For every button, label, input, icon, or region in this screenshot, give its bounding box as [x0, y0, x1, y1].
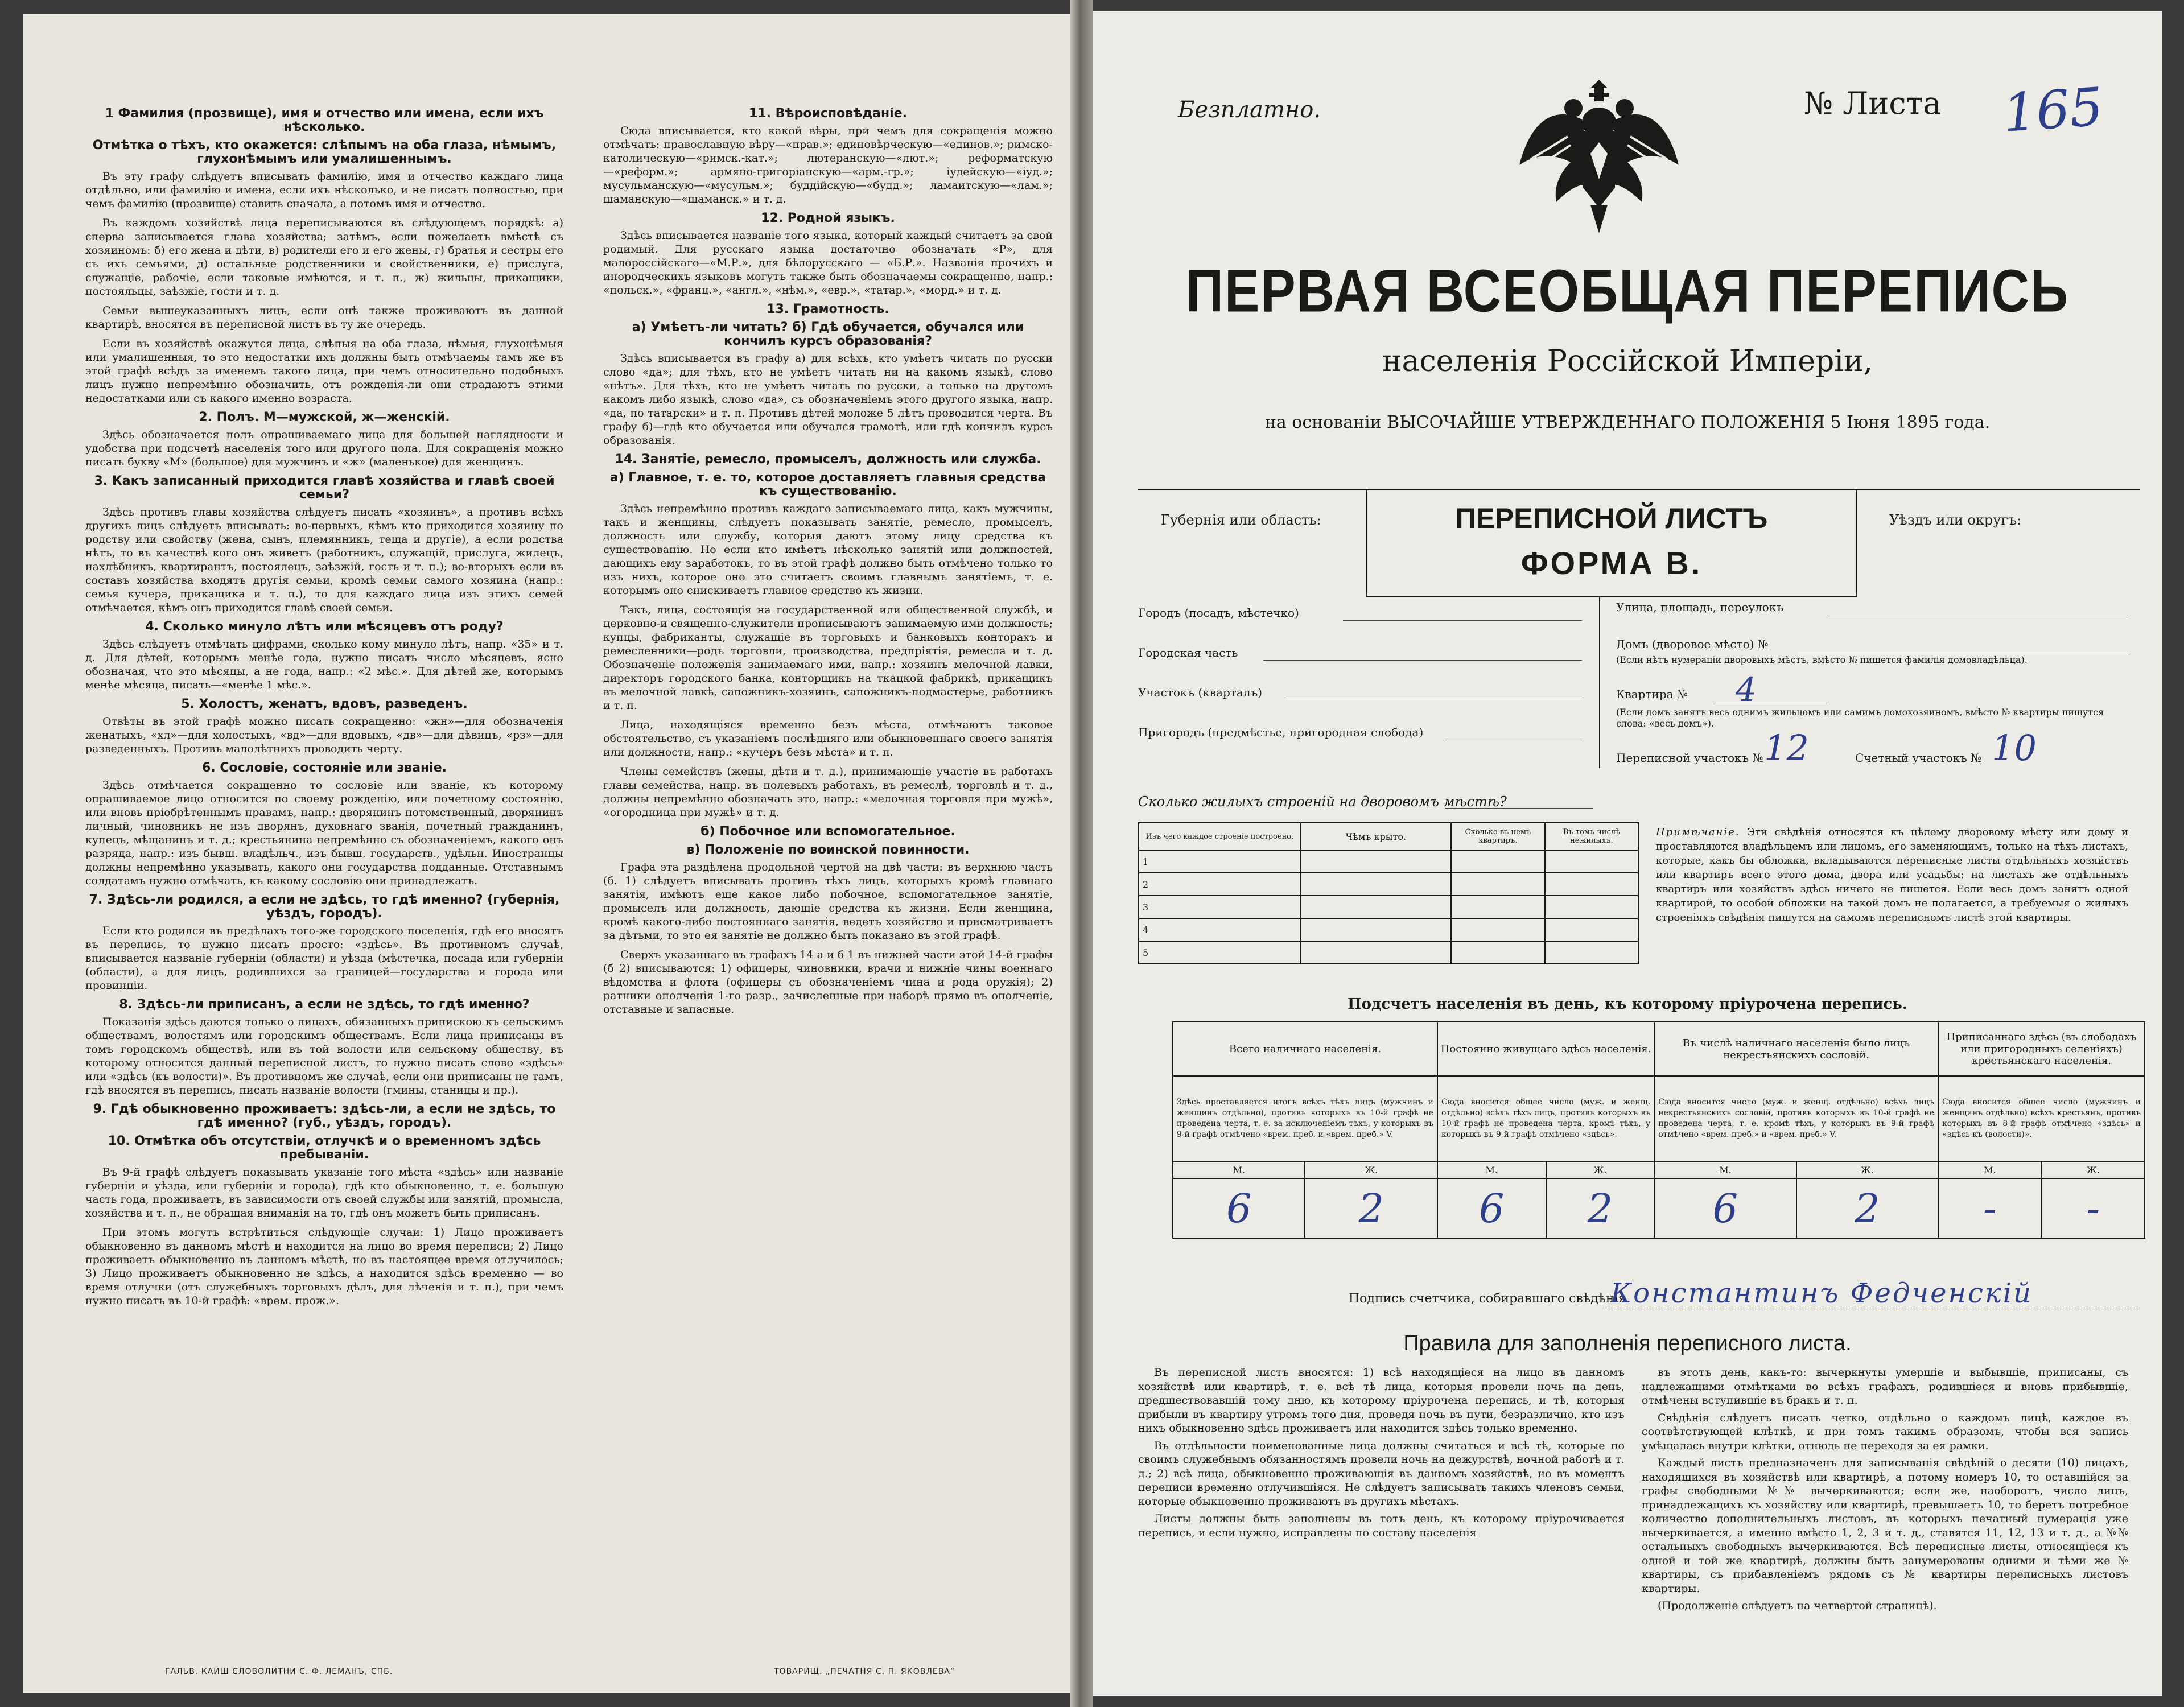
signature-handwritten: Константинъ Федченскій [1610, 1277, 2033, 1309]
instruction-paragraph: Здѣсь вписывается въ графу а) для всѣхъ, кто умѣетъ читать по русски слово «да»; для тѣхъ, кто не умѣетъ читать ни на какомъ языкѣ, слово «нѣтъ». Для тѣхъ, кто не умѣетъ читать по русски, а только на другомъ какомъ либо языкѣ, слово «да», съ обозначеніемъ этого другого языка, напр. «да, по татарски» и т. п. Противъ дѣтей моложе 5 лѣтъ проводится черта. Въ графу б)—гдѣ кто обучается или обучался грамотѣ, или гдѣ кончилъ курсъ образованія. [603, 352, 1053, 447]
count-district-handwritten: 10 [1992, 727, 2037, 769]
section-heading: а) Главное, т. е. то, которое доставляетъ главныя средства къ существованію. [609, 471, 1046, 498]
count-value-permanent-m: 6 [1437, 1178, 1546, 1238]
instructions-column-1 [85, 102, 563, 1650]
double-headed-eagle-icon [1514, 68, 1684, 239]
instructions-column-2 [603, 102, 1053, 1650]
buildings-table [1138, 822, 1639, 964]
count-value-nonpeasant-m: 6 [1654, 1178, 1796, 1238]
sex-label-m: М. [1173, 1161, 1305, 1178]
instruction-paragraph: Въ эту графу слѣдуетъ вписывать фамилію, имя и отчество каждаго лица отдѣльно, или фамилію и имена, если ихъ нѣсколько, и не писать полностью, при чемъ фамилію (прозвище) ставить сначала, а потомъ имя и отчество. [85, 170, 563, 210]
city-part-line [1263, 660, 1582, 661]
cell [1545, 873, 1638, 896]
house-note: (Если нѣтъ нумераціи дворовыхъ мѣстъ, вмѣсто № пишется фамилія домовладѣльца). [1616, 654, 2028, 665]
section-heading: в) Положеніе по воинской повинности. [686, 843, 970, 857]
count-value-total-m: 6 [1173, 1178, 1305, 1238]
instruction-paragraph: Если кто родился въ предѣлахъ того-же городского поселенія, гдѣ его вносятъ въ перепись, то нужно писать просто: «здѣсь». Въ противномъ случаѣ, вписывается названіе губерніи (области) и уѣзда (мѣстечка, посада или губерніи (области), а для лицъ, родившихся за границей—государства и города или провинціи. [85, 925, 563, 992]
buildings-row-num: 4 [1139, 918, 1301, 941]
section-heading: 6. Сословіе, состояніе или званіе. [202, 761, 447, 775]
free-label: Безплатно. [1178, 97, 1321, 123]
sex-label-m: М. [1437, 1161, 1546, 1178]
form-title-box [1366, 489, 1857, 597]
buildings-note-title: Примѣчаніе. [1656, 826, 1740, 838]
uezd-label: Уѣздъ или округъ: [1889, 512, 2022, 528]
section-heading: 12. Родной языкъ. [761, 211, 895, 225]
section-heading: 8. Здѣсь-ли приписанъ, а если не здѣсь, то гдѣ именно? [119, 997, 530, 1012]
rules-column-2 [1642, 1366, 2128, 1617]
form-title-line1: ПЕРЕПИСНОЙ ЛИСТЪ [1455, 502, 1768, 534]
house-label: Домъ (дворовое мѣсто) № [1616, 637, 1769, 651]
printer-footer-left: ГАЛЬВ. КАИШ СЛОВОЛИТНИ С. Ф. ЛЕМАНЪ, СПБ. [165, 1667, 393, 1676]
sheet-number-label: № Листа [1804, 85, 1942, 121]
instruction-paragraph: Сверхъ указаннаго въ графахъ 14 а и б 1 въ нижней части этой 14-й графы (б 2) вписываются: 1) офицеры, чиновники, врачи и нижніе чины военнаго вѣдомства и флота (офицеры съ обозначеніемъ чина и рода оружія); 2) ратники ополченія 1-го разр., зачисленные при наборѣ прямо въ ополченіе, отставные и запасные. [603, 949, 1053, 1016]
section-heading: б) Побочное или вспомогательное. [700, 824, 955, 839]
instruction-paragraph: Въ 9-й графѣ слѣдуетъ показывать указаніе того мѣста «здѣсь» или названіе губерніи и уѣзда, или губерніи и города), гдѣ кто обыкновенно, т. е. большую часть года, проживаетъ, въ зависимости отъ своей службы или занятій, промысла, хозяйства и т. п., не обращая вниманія на то, гдѣ онъ можетъ быть приписанъ. [85, 1166, 563, 1219]
section-heading: 7. Здѣсь-ли родился, а если не здѣсь, то гдѣ именно? (губернія, уѣздъ, городъ). [89, 893, 560, 921]
count-value-peasant-m: - [1938, 1178, 2041, 1238]
census-district-label: Переписной участокъ № [1616, 751, 1763, 765]
buildings-row-num: 2 [1139, 873, 1301, 896]
cell [1301, 918, 1452, 941]
buildings-line [1445, 808, 1593, 809]
instruction-paragraph: Здѣсь отмѣчается сокращенно то сословіе или званіе, къ которому опрашиваемое лицо относится по своему рожденію, или почетному состоянію, или вновь пріобрѣтеннымъ правамъ, напр.: дворянинъ потомственный, дворянинъ личный, чиновникъ не изъ дворянъ, духовнаго званія, почетный гражданинъ, купецъ, мѣщанинъ и т. д.; крестьянина непремѣнно съ обозначеніемъ, какого онъ разряда, напр.: изъ бывш. владѣльч., изъ бывш. государств., удѣльн. Иностранцы должны непремѣнно указывать, какого они государства подданные. Отставнымъ солдатамъ нужно отмѣчать, къ какому сословію они принадлежатъ. [85, 779, 563, 887]
cell [1545, 918, 1638, 941]
rule-paragraph: Въ переписной листъ вносятся: 1) всѣ находящіеся на лицо въ данномъ хозяйствѣ или квартирѣ, т. е. всѣ тѣ лица, которыя провели ночь на день, предшествовавшій тому дню, къ которому пріурочена перепись, и тѣ, которыя прибыли въ квартиру утромъ того дня, проведя ночь въ пути, безразлично, кто изъ нихъ обыкновенно здѣсь проживаетъ или находится здѣсь только временно. [1138, 1366, 1625, 1434]
count-value-permanent-f: 2 [1546, 1178, 1655, 1238]
instruction-paragraph: Лица, находящіяся временно безъ мѣста, отмѣчаютъ таковое обстоятельство, съ указаніемъ послѣдняго или обыкновеннаго своего занятія или должности, напр.: «кучеръ безъ мѣста» и т. п. [603, 719, 1053, 758]
buildings-col-material: Изъ чего каждое строеніе построено. [1139, 823, 1301, 850]
instruction-paragraph: Здѣсь противъ главы хозяйства слѣдуетъ писать «хозяинъ», а противъ всѣхъ другихъ лицъ слѣдуетъ вписывать: во-первыхъ, кѣмъ кто приходится хозяину по родству или свойству (жена, сынъ, племянникъ, теща и другіе), а если родства нѣтъ, то въ качествѣ кого онъ живетъ (работникъ, служащій, прислуга, жилецъ, нахлѣбникъ, квартирантъ, постоялецъ, заѣзжій, гость и т. п.); во-вторыхъ если въ составъ хозяйства входятъ другія семьи, кромѣ семьи самого хозяина (напр.: семья кучера, прикащика и т. п.), то для каждаго лица изъ этихъ семей отмѣчается, кѣмъ онъ приходится главѣ своей семьи. [85, 506, 563, 614]
instruction-paragraph: Въ каждомъ хозяйствѣ лица переписываются въ слѣдующемъ порядкѣ: а) сперва записывается глава хозяйства; затѣмъ, если пожелаетъ вмѣстѣ съ хозяиномъ: б) его жена и дѣти, в) родители его и его жены, г) братья и сестры его съ ихъ семьями, д) остальные родственники и свойственники, е) прислуга, служащіе, рабочіе, если таковые имѣются, и т. п., ж) жильцы, прикащики, постояльцы, заѣзжіе, гости и т. д. [85, 217, 563, 298]
cell [1451, 896, 1544, 918]
street-label: Улица, площадь, переулокъ [1616, 600, 1784, 614]
buildings-col-roof: Чѣмъ крыто. [1301, 823, 1452, 850]
instruction-paragraph: Графа эта раздѣлена продольной чертой на двѣ части: въ верхнюю часть (б. 1) слѣдуетъ вписывать противъ тѣхъ лицъ, которыхъ кромѣ главнаго занятія, имѣютъ еще какое либо побочное, вспомогательное занятіе, промыселъ или должность, дающіе средства къ жизни. Если женщина, кромѣ какого-либо постояннаго занятія, ведетъ хозяйство и присматриваетъ за дѣтьми, то это ея занятіе не должно быть показано въ этой графѣ. [603, 861, 1053, 942]
rule-paragraph: Листы должны быть заполнены въ тотъ день, къ которому пріурочивается перепись, и если нужно, исправлены по составу населенія [1138, 1512, 1625, 1539]
buildings-col-apartments: Сколько въ немъ квартиръ. [1451, 823, 1544, 850]
census-subtitle: населенія Россійской Имперіи, [1382, 344, 1873, 378]
count-table-title: Подсчетъ населенія въ день, къ которому пріурочена перепись. [1348, 996, 1907, 1013]
rule-paragraph: въ этотъ день, какъ-то: вычеркнуты умершіе и выбывшіе, приписаны, съ надлежащими отмѣтками во всѣхъ графахъ, родившіеся и вновь прибывшіе, отмѣчены вступившіе въ бракъ и т. п. [1642, 1366, 2128, 1407]
instruction-paragraph: Показанія здѣсь даются только о лицахъ, обязанныхъ припискою къ сельскимъ обществамъ, волостямъ или городскимъ обществамъ. Если лица приписаны въ томъ городскомъ обществѣ, или въ той волости или сельскому обществу, въ которому относится данный переписной листъ, то нужно писать слово «здѣсь» или «здѣсь (къ волости)». Въ противномъ же случаѣ, если они приписаны не тамъ, гдѣ вносятся въ перепись, писать названіе волости (гмины, станицы и пр.). [85, 1016, 563, 1096]
rule-paragraph: Каждый листъ предназначенъ для записыванія свѣдѣній о десяти (10) лицахъ, находящихся въ хозяйствѣ или квартирѣ, а потому номеръ 10, то оставшійся за графы свободными №№ вычеркиваются; если же, наоборотъ, число лицъ, принадлежащихъ къ хозяйству или квартирѣ, превышаетъ 10, то беретъ потребное количество дополнительныхъ листовъ, въ которыхъ печатный нумерація уже вычеркивается, а именно вмѣсто 1, 2, 3 и т. д., ставятся 11, 12, 13 и т. д., а №№ остальныхъ свободныхъ вычеркиваются. Всѣ переписные листы, относящіеся къ одной и той же квартирѣ, должны быть занумерованы одними и тѣми же № квартиры, съ прибавленіемъ рядомъ съ № квартиры переписныхъ листовъ квартиры. [1642, 1457, 2128, 1595]
address-divider [1599, 597, 1600, 768]
rules-column-1 [1138, 1366, 1625, 1543]
left-page [23, 14, 1070, 1693]
cell [1545, 896, 1638, 918]
instruction-paragraph: Здѣсь вписывается названіе того языка, который каждый считаетъ за свой родимый. Для русскаго языка достаточно обозначать «Р», для малороссійскаго—«М.Р.», для бѣлорусскаго — «Б.Р.». Названія прочихъ и инородческихъ языковъ могутъ также быть обозначаемы сокращенно, напр.: «польск.», «франц.», «англ.», «нѣм.», «евр.», «татар.», «морд.» и т. д. [603, 229, 1053, 296]
count-header-total: Всего наличнаго населенія. [1173, 1022, 1437, 1076]
rule-paragraph: Въ отдѣльности поименованные лица должны считаться и всѣ тѣ, которые по своимъ служебнымъ обязанностямъ провели ночь на дежурствѣ, ночной работѣ и т. д.; 2) всѣ лица, обыкновенно проживающія въ данномъ хозяйствѣ, но въ моментъ переписи временно отлучившіяся. Не слѣдуетъ записывать такихъ членовъ семьи, которые обыкновенно проживаютъ въ другихъ мѣстахъ. [1138, 1439, 1625, 1508]
count-header-permanent: Постоянно живущаго здѣсь населенія. [1437, 1022, 1654, 1076]
section-heading: 10. Отмѣтка объ отсутствіи, отлучкѣ и о временномъ здѣсь пребываніи. [108, 1134, 541, 1162]
buildings-note-text: Эти свѣдѣнія относятся къ цѣлому дворовому мѣсту или дому и проставляются владѣльцемъ или лицомъ, его заменяющимъ, только на тѣхъ листахъ, которые, какъ бы обложка, вкладываются переписные листы отдѣльныхъ хозяйствъ или квартиръ всего этого дома, двора или усадьбы; на листахъ же отдѣльныхъ квартиръ или хозяйствъ здѣсь ничего не пишется. Если весь домъ занятъ одной квартирой, то особой обложки на такой домъ не полагается, а требуемыя о жилыхъ строеніяхъ свѣдѣнія пишутся на самомъ переписномъ листѣ этой квартиры. [1656, 826, 2128, 923]
population-count-table [1172, 1021, 2145, 1239]
count-note-permanent: Сюда вносится общее число (муж. и женщ. отдѣльно) всѣхъ тѣхъ лицъ, противъ которыхъ въ 10-й графѣ не проведена черта, кромѣ тѣхъ, у которыхъ въ 9-й графѣ отмѣчено «здѣсь». [1437, 1076, 1654, 1161]
buildings-row-num: 1 [1139, 850, 1301, 873]
instruction-paragraph: Здѣсь обозначается полъ опрашиваемаго лица для большей наглядности и удобства при подсчетѣ населенія того или другого пола. Для сокращенія можно писать букву «М» (большое) для мужчинъ и «ж» (маленькое) для женщинъ. [85, 428, 563, 468]
apartment-note: (Если домъ занятъ весь однимъ жильцомъ или самимъ домохозяиномъ, вмѣсто № квартиры пишутся слова: «весь домъ»). [1616, 707, 2104, 729]
district-label: Участокъ (кварталъ) [1138, 686, 1262, 699]
suburb-label: Пригородъ (предмѣстье, пригородная слобода) [1138, 725, 1424, 739]
instruction-paragraph: Члены семействъ (жены, дѣти и т. д.), принимающіе участіе въ работахъ главы семейства, напр. въ полевыхъ работахъ, въ ремеслѣ, торговлѣ и т. д., должны непремѣнно обозначать это, напр.: «мелочная торговля при мужѣ», «огородница при мужѣ» и т. д. [603, 765, 1053, 819]
apartment-label: Квартира № [1616, 687, 1688, 701]
section-heading: Отмѣтка о тѣхъ, кто окажется: слѣпымъ на оба глаза, нѣмымъ, глухонѣмымъ или умалишеннымъ. [92, 138, 557, 166]
cell [1451, 873, 1544, 896]
count-value-nonpeasant-f: 2 [1796, 1178, 1938, 1238]
section-heading: 1 Фамилия (прозвище), имя и отчество или имена, если ихъ нѣсколько. [105, 106, 544, 134]
sex-label-f: Ж. [2041, 1161, 2145, 1178]
buildings-note [1656, 825, 2128, 925]
instruction-paragraph: Здѣсь непремѣнно противъ каждаго записываемаго лица, какъ мужчины, такъ и женщины, слѣдуетъ показывать занятіе, ремесло, промыселъ, должность или службу, которыя даютъ этому лицу средства къ существованію. Но если кто имѣетъ нѣсколько занятій или должностей, дающихъ ему заработокъ, то въ этой графѣ должно быть отмѣчено только то изъ нихъ, которое оно это считаетъ своимъ главнымъ занятіемъ, т. е. которымъ оно снискиваетъ главное средство къ жизни. [603, 502, 1053, 597]
count-header-peasant: Приписаннаго здѣсь (въ слободахъ или пригородныхъ селеніяхъ) крестьянскаго населенія. [1938, 1022, 2145, 1076]
guberniya-label: Губернія или область: [1161, 512, 1321, 528]
section-heading: 13. Грамотность. [767, 302, 889, 316]
sex-label-f: Ж. [1305, 1161, 1437, 1178]
instruction-paragraph: Семьи вышеуказанныхъ лицъ, если онѣ также проживаютъ въ данной квартирѣ, вносятся въ переписной листъ въ ту же очередь. [85, 304, 563, 331]
right-page [1093, 11, 2162, 1696]
sex-label-f: Ж. [1546, 1161, 1655, 1178]
count-value-total-f: 2 [1305, 1178, 1437, 1238]
instruction-paragraph: Если въ хозяйствѣ окажутся лица, слѣпыя на оба глаза, нѣмыя, глухонѣмыя или умалишенныя, то это недостатки ихъ должны быть отмѣчаемы тамъ же въ этой графѣ всѣдъ за именемъ такого лица, при чемъ относительно подобныхъ лицъ нужно непремѣнно обозначить, отъ рожденія-ли они страдаютъ этими недостатками или съ какого именно возраста. [85, 337, 563, 405]
form-title-line2: ФОРМА В. [1520, 545, 1703, 581]
cell [1301, 896, 1452, 918]
cell [1301, 941, 1452, 964]
section-heading: 3. Какъ записанный приходится главѣ хозяйства и главѣ своей семьи? [94, 474, 555, 502]
city-label: Городъ (посадъ, мѣстечко) [1138, 606, 1299, 620]
census-district-handwritten: 12 [1764, 727, 1809, 769]
rule-paragraph: Свѣдѣнія слѣдуетъ писать четко, отдѣльно о каждомъ лицѣ, каждое въ соотвѣтствующей клѣткѣ, и при томъ такимъ образомъ, чтобы вся запись умѣщалась внутри клѣтки, отнюдь не переходя за ея рамки. [1642, 1411, 2128, 1452]
rules-title: Правила для заполненія переписного листа. [1403, 1331, 1852, 1355]
buildings-question: Сколько жилыхъ строеній на дворовомъ мѣстѣ? [1138, 794, 1507, 810]
cell [1301, 873, 1452, 896]
count-note-nonpeasant: Сюда вносится число (муж. и женщ. отдѣльно) всѣхъ лицъ некрестьянскихъ сословій, противъ которыхъ въ 10-й графѣ не проведена черта, т. е. кромѣ тѣхъ, у которыхъ въ 9-й графѣ отмѣчено «врем. преб.» и «врем. преб.» V. [1654, 1076, 1938, 1161]
section-heading: 14. Занятіе, ремесло, промыселъ, должность или служба. [615, 452, 1041, 467]
count-note-peasant: Сюда вносится общее число (мужчинъ и женщинъ отдѣльно) всѣхъ крестьянъ, противъ которыхъ въ 8-й графѣ отмѣчено «здѣсь» и «здѣсь къ (волости)». [1938, 1076, 2145, 1161]
census-basis: на основаніи ВЫСОЧАЙШЕ УТВЕРЖДЕННАГО ПОЛОЖЕНІЯ 5 Іюня 1895 года. [1264, 413, 1991, 432]
buildings-row-num: 5 [1139, 941, 1301, 964]
section-heading: 11. Вѣроисповѣданіе. [749, 106, 907, 121]
count-header-nonpeasant: Въ числѣ наличнаго населенія было лицъ некрестьянскихъ сословій. [1654, 1022, 1938, 1076]
signature-label: Подпись счетчика, собиравшаго свѣдѣнія [1349, 1292, 1626, 1306]
buildings-col-nonresidential: Въ томъ числѣ нежилыхъ. [1545, 823, 1638, 850]
city-line [1343, 620, 1582, 621]
printer-footer-right: ТОВАРИЩ. „ПЕЧАТНЯ С. П. ЯКОВЛЕВА“ [774, 1667, 955, 1676]
rule-paragraph: (Продолженіе слѣдуетъ на четвертой страницѣ). [1658, 1599, 1937, 1612]
cell [1545, 941, 1638, 964]
count-note-total: Здѣсь проставляется итогъ всѣхъ тѣхъ лицъ (мужчинъ и женщинъ отдѣльно), противъ которыхъ въ 10-й графѣ не проведена черта, т. е. за исключеніемъ тѣхъ, у которыхъ въ 9-й графѣ отмѣчено «врем. преб. и «врем. преб.» V. [1173, 1076, 1437, 1161]
city-part-label: Городская часть [1138, 646, 1238, 659]
cell [1451, 941, 1544, 964]
census-title: ПЕРВАЯ ВСЕОБЩАЯ ПЕРЕПИСЬ [1185, 258, 2070, 325]
section-heading: а) Умѣетъ-ли читать? б) Гдѣ обучается, обучался или кончилъ курсъ образованія? [632, 320, 1024, 348]
cell [1451, 850, 1544, 873]
section-heading: 2. Полъ. М—мужской, ж—женскій. [199, 410, 450, 424]
sex-label-f: Ж. [1796, 1161, 1938, 1178]
section-heading: 5. Холостъ, женатъ, вдовъ, разведенъ. [181, 697, 468, 711]
sex-label-m: М. [1938, 1161, 2041, 1178]
count-value-peasant-f: - [2041, 1178, 2145, 1238]
sex-label-m: М. [1654, 1161, 1796, 1178]
instruction-paragraph: Здѣсь слѣдуетъ отмѣчать цифрами, сколько кому минуло лѣтъ, напр. «35» и т. д. Для дѣтей, которымъ менѣе года, нужно писать число мѣсяцевъ, ясно обозначая, что это мѣсяцы, а не года, напр.: «2 мѣс.». Для дѣтей же, которымъ менѣе мѣсяца, писать—«менѣе 1 мѣс.». [85, 638, 563, 691]
cell [1451, 918, 1544, 941]
book-gutter [1070, 0, 1093, 1707]
buildings-row-num: 3 [1139, 896, 1301, 918]
instruction-paragraph: При этомъ могутъ встрѣтиться слѣдующіе случаи: 1) Лицо проживаетъ обыкновенно въ данномъ мѣстѣ и находится на лицо во время переписи; 2) Лицо проживаетъ обыкновенно въ данномъ мѣстѣ, но въ настоящее время отлучилось; 3) Лицо проживаетъ обыкновенно не здѣсь, а находится здѣсь временно — во время отлучки (отъ служебныхъ торговыхъ дѣлъ, для лѣченія и т. п.), при чемъ нужно писать въ 10-й графѣ: «врем. прож.». [85, 1226, 563, 1307]
instruction-paragraph: Отвѣты въ этой графѣ можно писать сокращенно: «жн»—для обозначенія женатыхъ, «хл»—для холостыхъ, «вд»—для вдовыхъ, «дв»—для дѣвицъ, «рз»—для разведенныхъ. Противъ малолѣтнихъ проводить черту. [85, 715, 563, 755]
cell [1545, 850, 1638, 873]
count-district-label: Счетный участокъ № [1855, 751, 1982, 765]
apartment-handwritten: 4 [1736, 670, 1757, 709]
instruction-paragraph: Такъ, лица, состоящія на государственной или общественной службѣ, и церковно-и священно-служители прописываютъ занимаемую ими должность; купцы, фабриканты, служащіе въ торговыхъ и банковыхъ конторахъ и ремесленники—родъ торговли, производства, предпріятія, ремесла и т. д. Обозначеніе положенія занимаемаго ими, напр.: хозяинъ мелочной лавки, директоръ городского банка, конторщикъ на ткацкой фабрикѣ, прикащикъ въ мелочной лавкѣ, сапожникъ-хозяинъ, сапожникъ-подмастерье, работникъ и т. п. [603, 604, 1053, 712]
instruction-paragraph: Сюда вписывается, кто какой вѣры, при чемъ для сокращенія можно отмѣчать: православную вѣру—«прав.»; единовѣрческую—«единов.»; римско-католическую—«римск.-кат.»; лютеранскую—«лют.»; реформатскую—«реформ.»; армяно-григоріанскую—«арм.-гр.»; іудейскую—«іуд.»; мусульманскую—«мусульм.»; буддійскую—«будд.»; ламаитскую—«лам.»; шаманскую—«шаманск.» и т. д. [603, 125, 1053, 205]
section-heading: 9. Гдѣ обыкновенно проживаетъ: здѣсь-ли, а если не здѣсь, то гдѣ именно? (губ., уѣздъ, городъ). [93, 1102, 556, 1130]
sheet-number-handwritten: 165 [2001, 76, 2105, 144]
cell [1301, 850, 1452, 873]
section-heading: 4. Сколько минуло лѣтъ или мѣсяцевъ отъ роду? [145, 620, 504, 634]
